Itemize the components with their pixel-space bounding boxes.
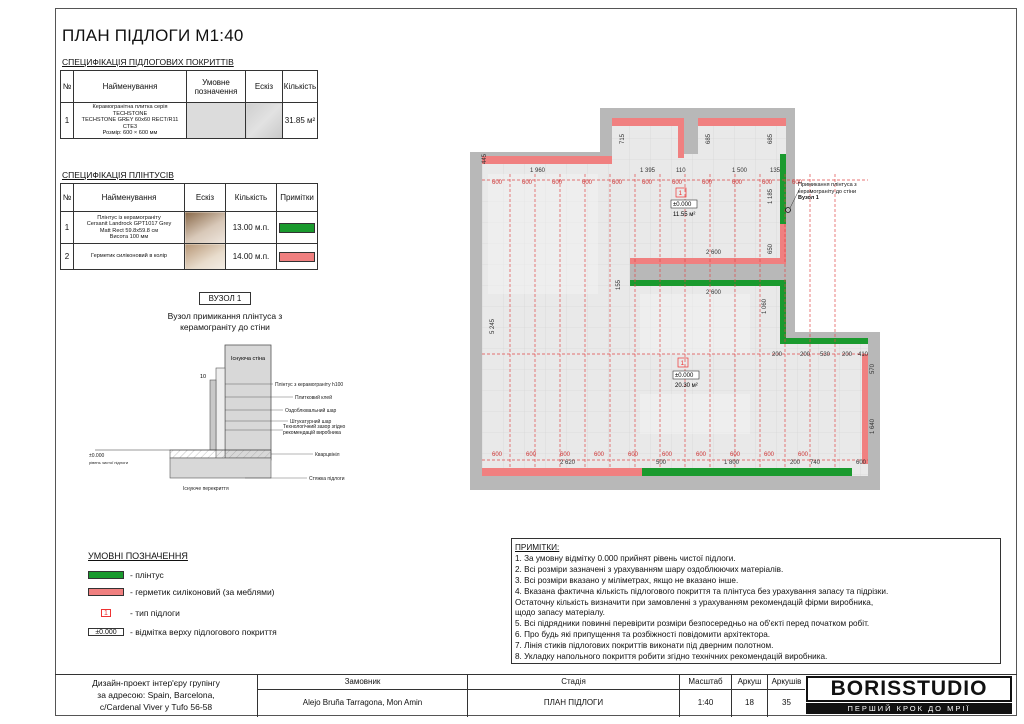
tile-dimension-label: 600 bbox=[582, 180, 593, 186]
tile-dimension-label: 600 bbox=[526, 452, 537, 458]
legend-label: - тип підлоги bbox=[130, 608, 180, 618]
dimension-label: 530 bbox=[820, 352, 831, 358]
plinth-sketch bbox=[185, 212, 226, 244]
brand-name: BORISSTUDIO bbox=[806, 676, 1012, 702]
stamp-scale: Масштаб 1:40 bbox=[679, 675, 731, 717]
plinth-segment bbox=[786, 338, 868, 344]
th-num: № bbox=[61, 71, 74, 103]
node-label-slab: Існуюче перекриття bbox=[183, 486, 229, 492]
cell-qty: 14.00 м.п. bbox=[226, 244, 277, 270]
node-label-tile: Кварцвініл bbox=[315, 452, 340, 458]
table-row bbox=[61, 103, 318, 139]
dimension-label: 715 bbox=[620, 133, 626, 144]
node-label-screed: Стяжка підлоги bbox=[309, 476, 345, 482]
tile-dimension-label: 600 bbox=[594, 452, 605, 458]
cell-note-swatch bbox=[277, 244, 318, 270]
dimension-label: 410 bbox=[858, 352, 869, 358]
tile-dimension-label: 600 bbox=[730, 452, 741, 458]
dimension-label: 2 600 bbox=[706, 290, 722, 296]
note-line: 3. Всі розміри вказано у міліметрах, якщо не вказано інше. bbox=[515, 575, 739, 585]
sealant-segment bbox=[612, 118, 684, 126]
note-line: щодо запасу матеріалу. bbox=[515, 608, 605, 618]
plinth-segment bbox=[642, 468, 852, 476]
dimension-label: 500 bbox=[656, 460, 667, 466]
plaster-layer bbox=[216, 368, 225, 460]
note-line: 6. Про будь які припущення та розбіжності повідомити архітектора. bbox=[515, 630, 771, 640]
svg-text:1: 1 bbox=[680, 360, 685, 367]
dimension-label: 200 bbox=[800, 352, 811, 358]
table-row bbox=[61, 244, 318, 270]
node-label-level: ±0.000 bbox=[89, 453, 105, 459]
brand-logo bbox=[806, 676, 1012, 714]
th-sketch: Ескіз bbox=[246, 71, 283, 103]
legend-symbol: 1 bbox=[88, 609, 124, 617]
legend-item-floor-type bbox=[88, 608, 180, 618]
cell-qty: 13.00 м.п. bbox=[226, 212, 277, 244]
node-label-level-note: рівень чистої підлоги bbox=[89, 460, 129, 465]
floor-spec-table bbox=[60, 70, 318, 139]
tile-dimension-label: 600 bbox=[792, 180, 803, 186]
node-ref-text: Примикання плінтуса з керамограніту до стіни Вузол 1 bbox=[798, 182, 857, 201]
slab-layer bbox=[170, 458, 271, 478]
cell-name: Герметик силіконовий в колір bbox=[74, 244, 185, 270]
screed-layer bbox=[170, 450, 271, 458]
stamp-stage: Стадія ПЛАН ПІДЛОГИ bbox=[467, 675, 679, 717]
legend-item-plinth bbox=[88, 570, 164, 580]
node-subtitle: Вузол примикання плінтуса з керамограніту до стіни bbox=[167, 311, 283, 332]
dimension-label: 1 960 bbox=[530, 168, 546, 174]
tile-dimension-label: 600 bbox=[762, 180, 773, 186]
th-sketch: Ескіз bbox=[185, 184, 226, 212]
cell-qty: 31.85 м² bbox=[283, 103, 318, 139]
node-detail-drawing bbox=[85, 340, 365, 510]
tile-dimension-label: 600 bbox=[702, 180, 713, 186]
note-line: 7. Лінія стиків підлогових покриттів виконати під дверним полотном. bbox=[515, 641, 774, 651]
dimension-label: 5 245 bbox=[490, 318, 496, 334]
notes-title: ПРИМІТКИ: bbox=[515, 543, 560, 552]
project-info: Дизайн-проект інтер'єру групінгу за адресою: Spain, Barcelona, c/Cardenal Viver y Tufo 56-58 bbox=[92, 678, 220, 712]
dimension-label: 570 bbox=[870, 363, 876, 374]
node-label-plinth: Плінтус з керамограніту h100 bbox=[275, 382, 344, 388]
plinth-section bbox=[210, 380, 216, 450]
cell-num: 1 bbox=[61, 212, 74, 244]
cell-note-swatch bbox=[277, 212, 318, 244]
node-label-finish: Оздоблювальний шар bbox=[285, 408, 337, 414]
tile-dimension-label: 600 bbox=[764, 452, 775, 458]
plinth-spec-table bbox=[60, 183, 318, 270]
sealant-segment bbox=[482, 468, 642, 476]
dimension-label: 1 640 bbox=[870, 418, 876, 434]
page-title: ПЛАН ПІДЛОГИ М1:40 bbox=[62, 26, 244, 45]
stamp-client: Замовник Alejo Bruña Tarragona, Mon Amin bbox=[257, 675, 467, 717]
dimension-label: 155 bbox=[616, 279, 622, 290]
note-line: 1. За умовну відмітку 0.000 прийнят рівень чистої підлоги. bbox=[515, 553, 736, 563]
dimension-label: 650 bbox=[768, 243, 774, 254]
svg-text:20.30 м²: 20.30 м² bbox=[675, 383, 698, 389]
dimension-label: 1 185 bbox=[768, 188, 774, 204]
brand-tagline: ПЕРШИЙ КРОК ДО МРІЇ bbox=[806, 703, 1012, 714]
stamp-sheets: Аркушів 35 bbox=[767, 675, 805, 717]
legend-symbol: ±0.000 bbox=[88, 628, 124, 636]
th-name: Найменування bbox=[74, 184, 185, 212]
sealant-segment bbox=[630, 258, 780, 264]
th-name: Найменування bbox=[74, 71, 187, 103]
cell-name: Керамогранітна плитка серія TECHSTONE TECHSTONE GREY 60x60 RECT/R11 CTE3 Розмір: 600 × 600 мм bbox=[74, 103, 187, 139]
dimension-label: 110 bbox=[676, 168, 686, 174]
cell-name: Плінтус із керамограніту Cersanit Landrock GPT1017 Grey Matt Rect 59.8x59.8 см Висота 100 мм bbox=[74, 212, 185, 244]
dimension-label: 1 800 bbox=[724, 460, 740, 466]
existing-wall bbox=[225, 345, 271, 460]
cell-symbol-swatch bbox=[187, 103, 246, 139]
dimension-label: 2 600 bbox=[706, 250, 722, 256]
notes-box bbox=[511, 538, 1001, 664]
note-line: 4. Вказана фактична кількість підлогового покриття та плінтуса без урахування запасу та підрізки. bbox=[515, 586, 889, 596]
sealant-segment bbox=[698, 118, 786, 126]
th-num: № bbox=[61, 184, 74, 212]
floor-spec-title: СПЕЦИФІКАЦІЯ ПІДЛОГОВИХ ПОКРИТТІВ bbox=[62, 57, 234, 67]
node-label-plaster: Штукатурний шар bbox=[290, 419, 332, 425]
legend-swatch bbox=[88, 571, 124, 579]
tile-dimension-label: 600 bbox=[662, 452, 673, 458]
note-line: 5. Всі підрядники повинні перевірити розміри безпосередньо на об'єкті перед початком робіт. bbox=[515, 619, 870, 629]
tile-dimension-label: 600 bbox=[492, 180, 503, 186]
legend-item-sealant bbox=[88, 587, 275, 597]
sealant-segment bbox=[862, 354, 868, 464]
legend-label: - відмітка верху підлогового покриття bbox=[130, 627, 277, 637]
tile-dimension-label: 600 bbox=[492, 452, 503, 458]
dimension-label: 1 395 bbox=[640, 168, 656, 174]
tile-dimension-label: 600 bbox=[628, 452, 639, 458]
tile-dimension-label: 600 bbox=[560, 452, 571, 458]
legend-label: - герметик силіконовий (за меблями) bbox=[130, 587, 275, 597]
svg-text:1: 1 bbox=[678, 190, 683, 197]
tile-dimension-label: 600 bbox=[642, 180, 653, 186]
node-label-glue: Плитковий клей bbox=[295, 395, 332, 401]
cell-sketch-swatch bbox=[246, 103, 283, 139]
dimension-label: 445 bbox=[482, 153, 488, 164]
svg-text:±0.000: ±0.000 bbox=[673, 202, 692, 208]
note-line: Остаточну кількість визначити при замовленні з урахуванням рекомендацій фірми виробника, bbox=[515, 597, 874, 607]
tile-dimension-label: 600 bbox=[798, 452, 809, 458]
dimension-label: 200 bbox=[790, 460, 801, 466]
tile-dimension-label: 600 bbox=[612, 180, 623, 186]
dimension-label: 685 bbox=[768, 133, 774, 144]
legend-title: УМОВНІ ПОЗНАЧЕННЯ bbox=[88, 551, 188, 561]
legend-item-level bbox=[88, 627, 277, 637]
sealant-segment bbox=[678, 118, 684, 158]
th-notes: Примітки bbox=[277, 184, 318, 212]
th-qty: Кількість bbox=[226, 184, 277, 212]
th-symbol: Умовне позначення bbox=[187, 71, 246, 103]
node-label-wall: Існуюча стіна bbox=[231, 356, 266, 362]
cell-num: 1 bbox=[61, 103, 74, 139]
tile-dimension-label: 600 bbox=[522, 180, 533, 186]
plinth-spec-title: СПЕЦИФІКАЦІЯ ПЛІНТУСІВ bbox=[62, 170, 174, 180]
floor-plan bbox=[470, 104, 910, 490]
dimension-label: 200 bbox=[772, 352, 783, 358]
plinth-segment bbox=[630, 280, 786, 286]
dimension-label: 1 060 bbox=[762, 298, 768, 314]
note-line: 2. Всі розміри зазначені з урахуванням шару оздоблюючих матеріалів. bbox=[515, 564, 784, 574]
tile-dimension-label: 600 bbox=[696, 452, 707, 458]
svg-text:±0.000: ±0.000 bbox=[675, 373, 694, 379]
dimension-label: 135 bbox=[770, 168, 781, 174]
legend-swatch bbox=[88, 588, 124, 596]
node-title: ВУЗОЛ 1 bbox=[199, 292, 251, 305]
table-row bbox=[61, 212, 318, 244]
tile-dimension-label: 600 bbox=[672, 180, 683, 186]
th-qty: Кількість bbox=[283, 71, 318, 103]
dimension-label: 600 bbox=[856, 460, 867, 466]
legend-label: - плінтус bbox=[130, 570, 164, 580]
dimension-label: 1 500 bbox=[732, 168, 748, 174]
dimension-label: 200 bbox=[842, 352, 853, 358]
cell-num: 2 bbox=[61, 244, 74, 270]
stamp-sheet: Аркуш 18 bbox=[731, 675, 767, 717]
node-label-gap: Технологічний зазор згідно рекомендацій виробника bbox=[283, 424, 346, 436]
svg-text:11.55 м²: 11.55 м² bbox=[673, 212, 696, 218]
node-label-dim: 10 bbox=[200, 374, 207, 380]
tile-dimension-label: 600 bbox=[552, 180, 563, 186]
dimension-label: 2 620 bbox=[560, 460, 576, 466]
sealant-segment bbox=[482, 156, 612, 164]
tile-dimension-label: 600 bbox=[732, 180, 743, 186]
sealant-sketch bbox=[185, 244, 226, 270]
dimension-label: 685 bbox=[706, 133, 712, 144]
note-line: 8. Укладку напольного покриття робити згідно технічних рекомендацій виробника. bbox=[515, 652, 828, 662]
dimension-label: 740 bbox=[810, 460, 821, 466]
